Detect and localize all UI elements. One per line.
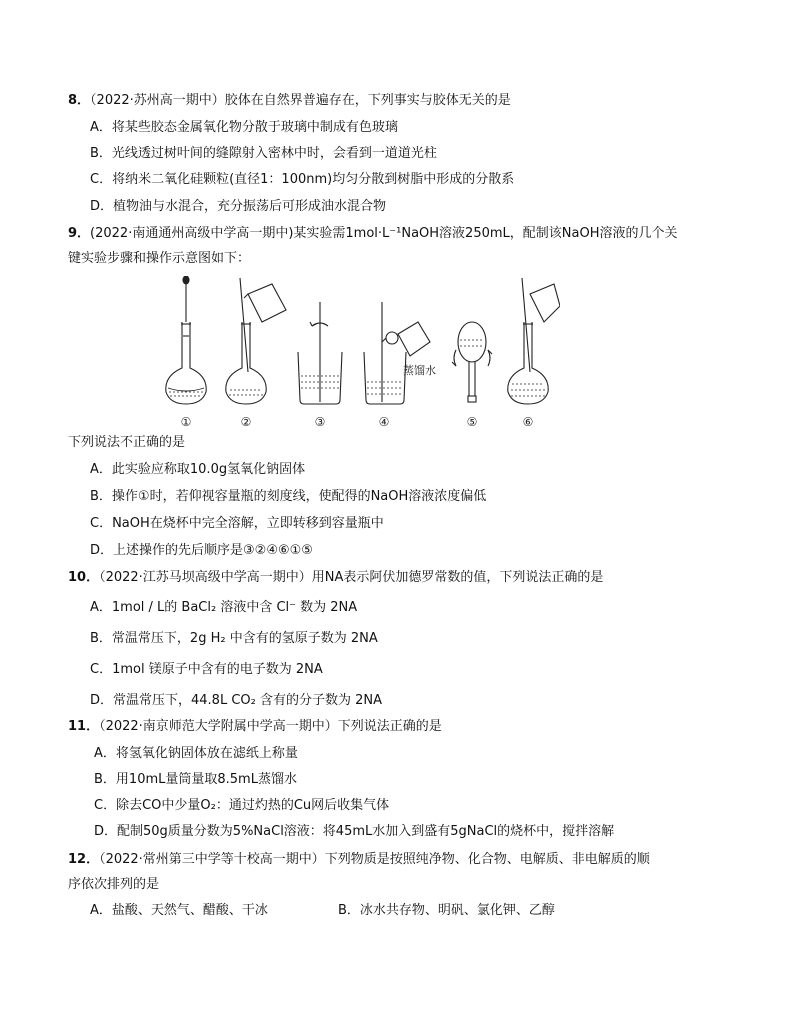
q9-option-a: A．此实验应称取10.0g氢氧化钠固体 — [90, 462, 306, 477]
step-6-transfer — [508, 278, 560, 404]
step-label-5: ⑤ — [466, 415, 478, 429]
question-text: （2022·常州第三中学等十校高一期中）下列物质是按照纯净物、化合物、电解质、非电解质的顺 — [99, 852, 650, 867]
distilled-water-label: 蒸馏水 — [403, 364, 436, 377]
step-3-stir-beaker — [298, 302, 342, 404]
step-label-3: ③ — [314, 415, 326, 429]
question-8-stem — [68, 92, 511, 110]
step-label-4: ④ — [378, 415, 390, 429]
question-number: 11． — [68, 719, 100, 734]
q8-option-a: A．将某些胶态金属氧化物分散于玻璃中制成有色玻璃 — [90, 120, 398, 135]
question-text: （2022·苏州高一期中）胶体在自然界普遍存在，下列事实与胶体无关的是 — [90, 93, 511, 108]
question-number: 12． — [68, 852, 100, 867]
q10-option-b: B．常温常压下，2g H₂ 中含有的氢原子数为 2NA — [90, 631, 378, 646]
step-label-6: ⑥ — [522, 415, 534, 429]
question-11-stem — [68, 718, 442, 736]
q9-option-d: D．上述操作的先后顺序是③②④⑥①⑤ — [90, 543, 313, 558]
step-4-wash-beaker — [364, 302, 430, 404]
q8-option-c: C．将纳米二氧化硅颗粒(直径1：100nm)均匀分散到树脂中形成的分散系 — [90, 172, 515, 187]
q11-option-a: A．将氢氧化钠固体放在滤纸上称量 — [94, 746, 298, 761]
q8-option-d: D．植物油与水混合，充分振荡后可形成油水混合物 — [90, 199, 387, 214]
q11-option-d: D．配制50g质量分数为5%NaCl溶液：将45mL水加入到盛有5gNaCl的烧杯中，搅拌溶解 — [94, 824, 615, 839]
question-number: 8． — [68, 93, 91, 108]
question-12-stem-line2: 序依次排列的是 — [68, 877, 160, 892]
q9-option-b: B．操作①时，若仰视容量瓶的刻度线，使配得的NaOH溶液浓度偏低 — [90, 489, 487, 504]
question-12-stem-line1 — [68, 851, 650, 869]
q9-question: 下列说法不正确的是 — [68, 435, 186, 450]
question-9-stem-line2: 键实验步骤和操作示意图如下： — [68, 251, 251, 266]
q12-option-b: B．冰水共存物、明矾、氯化钾、乙醇 — [338, 903, 555, 918]
step-label-1: ① — [180, 415, 192, 429]
question-text: （2022·南京师范大学附属中学高一期中）下列说法正确的是 — [99, 719, 442, 734]
q8-option-b: B．光线透过树叶间的缝隙射入密林中时，会看到一道道光柱 — [90, 146, 437, 161]
q10-option-d: D．常温常压下，44.8L CO₂ 含有的分子数为 2NA — [90, 693, 383, 708]
step-2-pour-into-flask — [226, 278, 286, 404]
question-10-stem — [68, 569, 603, 587]
q10-option-a: A．1mol / L的 BaCl₂ 溶液中含 Cl⁻ 数为 2NA — [90, 600, 358, 615]
step-1-dropper-flask — [166, 276, 206, 404]
q10-option-c: C．1mol 镁原子中含有的电子数为 2NA — [90, 662, 323, 677]
step-5-invert-shake — [452, 322, 492, 402]
step-label-2: ② — [240, 415, 252, 429]
q11-option-c: C．除去CO中少量O₂：通过灼热的Cu网后收集气体 — [94, 798, 390, 813]
experiment-steps-figure — [160, 276, 560, 434]
q11-option-b: B．用10mL量筒量取8.5mL蒸馏水 — [94, 772, 297, 787]
question-text: （2022·江苏马坝高级中学高一期中）用NA表示阿伏加德罗常数的值，下列说法正确的是 — [99, 570, 604, 585]
question-number: 9． — [68, 226, 91, 241]
question-number: 10． — [68, 570, 100, 585]
question-text: (2022·南通通州高级中学高一期中)某实验需1mol·L⁻¹NaOH溶液250mL，配制该NaOH溶液的几个关 — [90, 226, 678, 241]
q9-option-c: C．NaOH在烧杯中完全溶解，立即转移到容量瓶中 — [90, 516, 384, 531]
q12-option-a: A．盐酸、天然气、醋酸、干冰 — [90, 903, 268, 918]
question-9-stem-line1 — [68, 225, 677, 243]
